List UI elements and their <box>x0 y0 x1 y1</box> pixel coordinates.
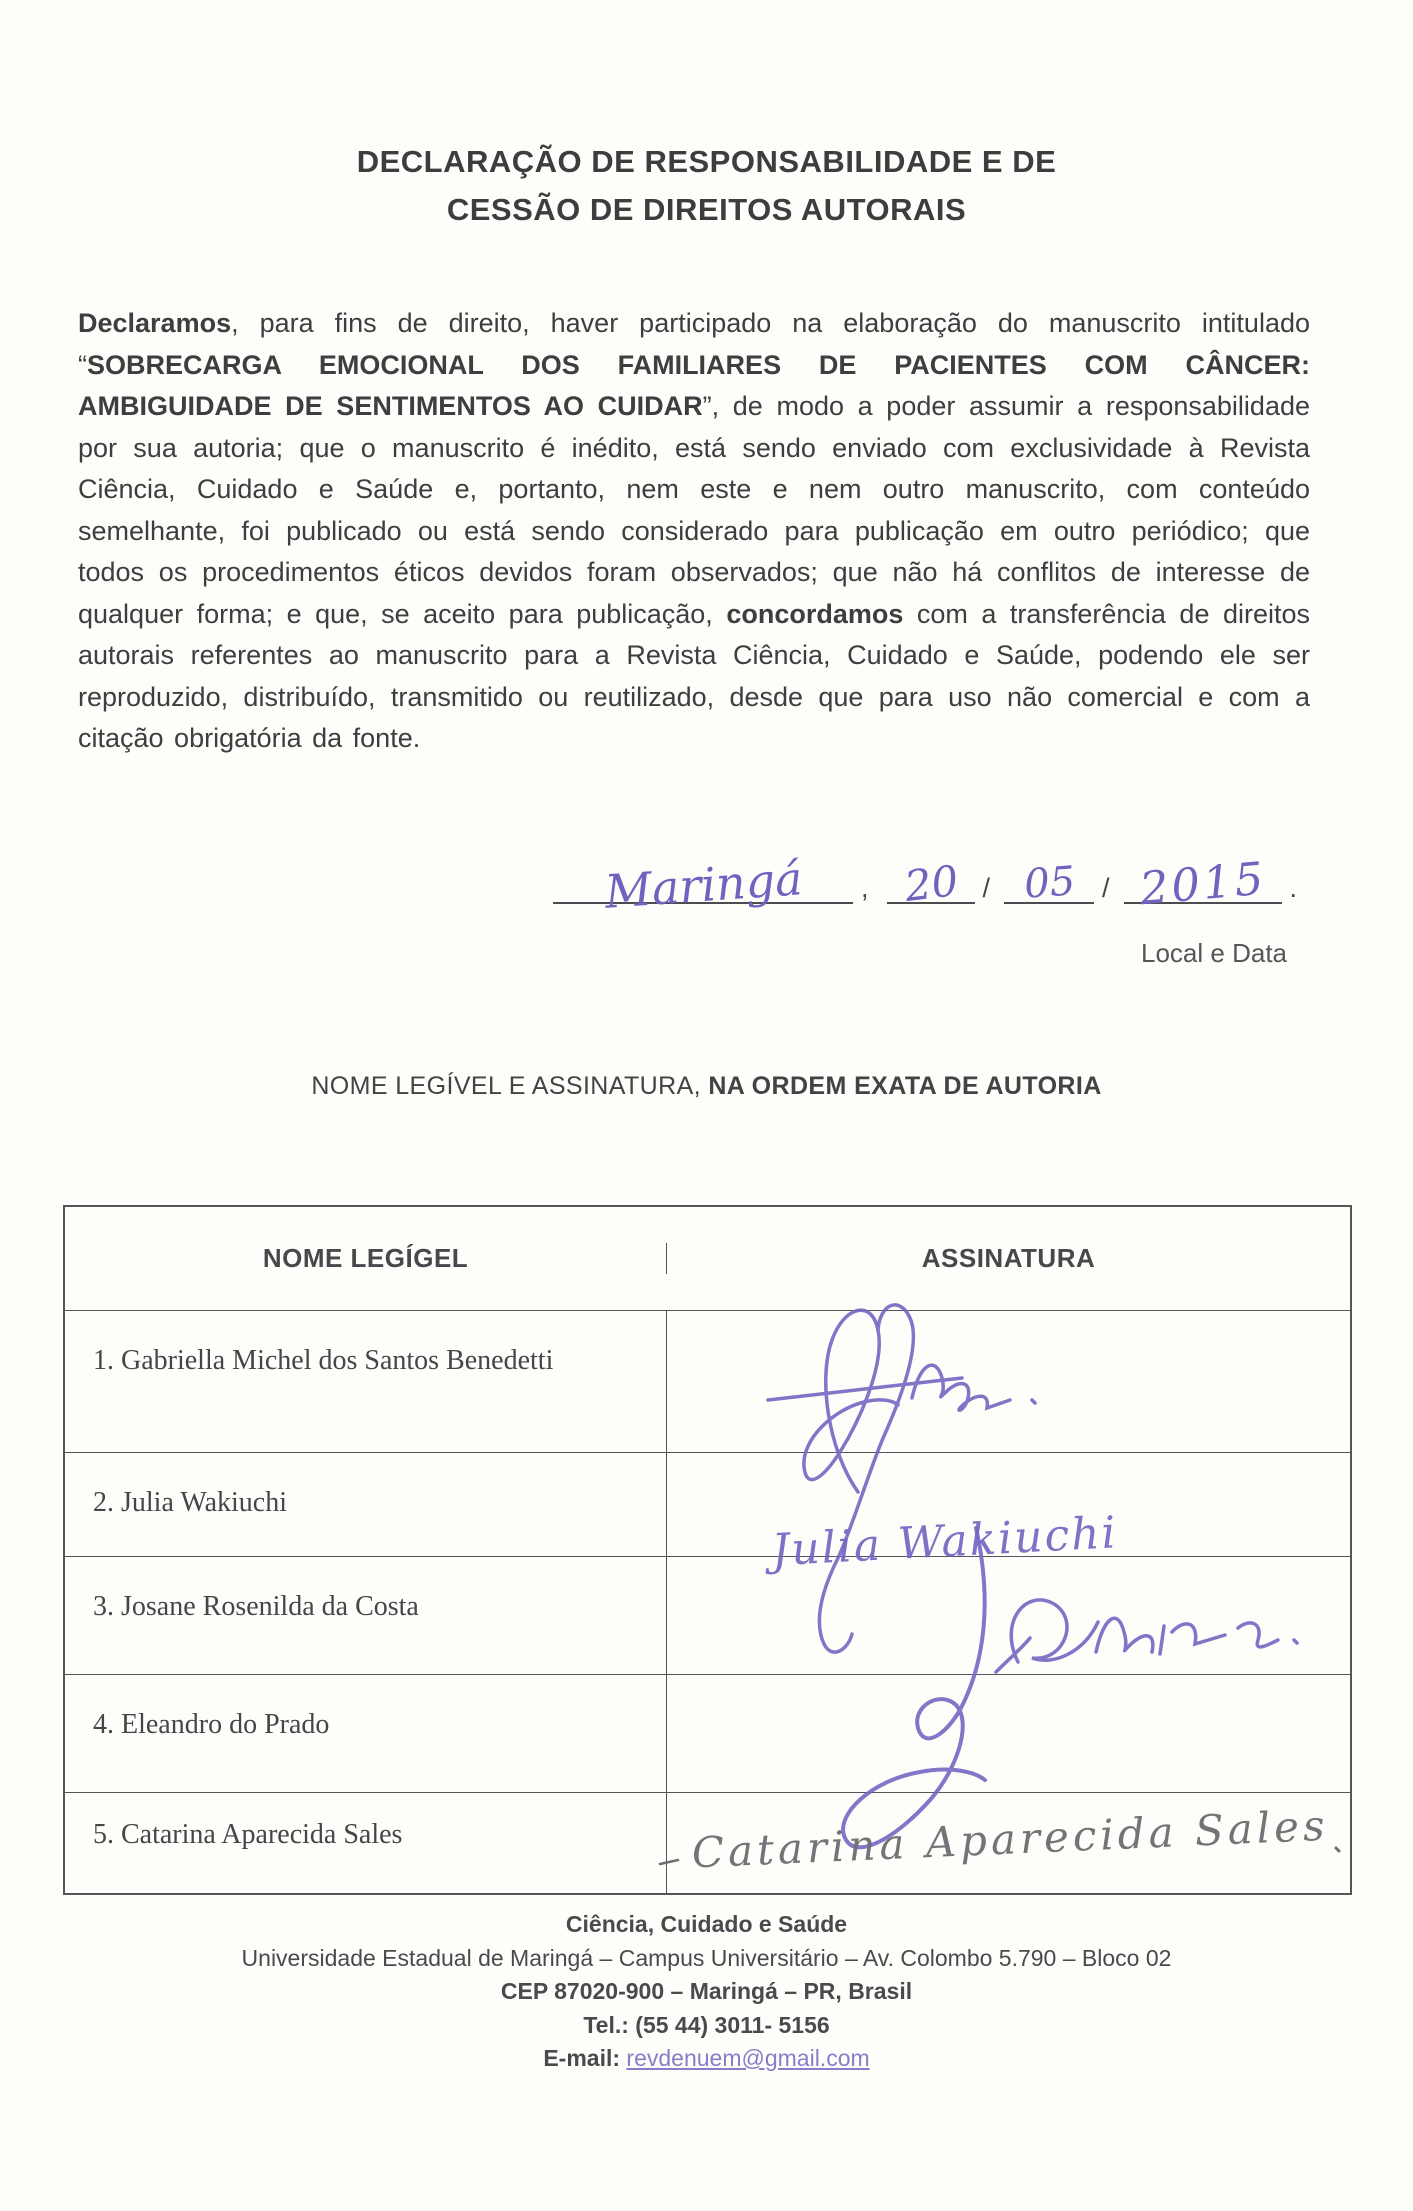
declaration-paragraph <box>78 303 1310 760</box>
author-name: 4. Eleandro do Prado <box>93 1709 330 1740</box>
table-row <box>65 1792 1350 1893</box>
author-name: 3. Josane Rosenilda da Costa <box>93 1591 419 1622</box>
year-blank <box>1124 848 1282 916</box>
signature-cell <box>667 1557 1350 1674</box>
month-blank <box>1004 848 1094 908</box>
signature-section-heading <box>0 1072 1413 1101</box>
title-line-2: CESSÃO DE DIREITOS AUTORAIS <box>446 192 967 227</box>
heading-normal-part: NOME LEGÍVEL E ASSINATURA, <box>311 1072 709 1100</box>
email-link: revdenuem@gmail.com <box>626 2045 870 2071</box>
paragraph-segment: Declaramos <box>78 308 232 338</box>
column-header-signature: ASSINATURA <box>921 1243 1096 1273</box>
signature-cell <box>667 1793 1350 1893</box>
comma-separator: , <box>861 873 869 903</box>
author-name: 5. Catarina Aparecida Sales <box>93 1819 403 1850</box>
authors-signature-table <box>63 1205 1352 1895</box>
paragraph-segment: , para fins de direito, haver participado na elaboração do manuscrito intitulado “ <box>78 308 1310 380</box>
place-and-date-line <box>553 848 1301 919</box>
paragraph-segment: ”, de modo a poder assumir a responsabilidade por sua autoria; que o manuscrito é inédito, está sendo enviado com exclusividade à Revista Ciência, Cuidado e Saúde e, portanto, nem este e nem outro manuscrito, com conteúdo semelhante, foi publicado ou está sendo considerado para publicação em outro periódico; que todos os procedimentos éticos devidos foram observados; que não há conflitos de interesse de qualquer forma; e que, se aceito para publicação, <box>78 391 1310 629</box>
journal-name: Ciência, Cuidado e Saúde <box>565 1911 848 1937</box>
slash-separator: / <box>982 873 991 903</box>
day-blank <box>887 848 975 912</box>
paragraph-segment: com a transferência de direitos autorais referentes ao manuscrito para a Revista Ciência, Cuidado e Saúde, podendo ele ser reproduzido, distribuído, transmitido ou reutilizado, desde que para uso não comercial e com a citação obrigatória da fonte. <box>78 598 1310 753</box>
paragraph-segment: concordamos <box>726 598 904 629</box>
handwritten-year: 2015 <box>1137 851 1269 916</box>
journal-cep: CEP 87020-900 – Maringá – PR, Brasil <box>500 1978 913 2004</box>
signature-cell <box>667 1675 1350 1792</box>
table-row <box>65 1452 1350 1556</box>
signature-text: Catarina Aparecida Sales <box>690 1800 1330 1878</box>
place-blank <box>553 848 853 919</box>
signature-cell <box>667 1453 1350 1556</box>
table-row <box>65 1674 1350 1792</box>
manuscript-title-segment: SOBRECARGA EMOCIONAL DOS FAMILIARES DE PACIENTES COM CÂNCER: AMBIGUIDADE DE SENTIMENTOS AO CUIDAR <box>78 349 1310 421</box>
heading-bold-part: NA ORDEM EXATA DE AUTORIA <box>708 1072 1102 1100</box>
signature-cell <box>667 1311 1350 1452</box>
handwritten-month: 05 <box>1022 858 1077 908</box>
table-row <box>65 1556 1350 1674</box>
slash-separator: / <box>1102 873 1110 903</box>
journal-email-line <box>0 2042 1413 2076</box>
period-separator: . <box>1289 873 1298 903</box>
handwritten-day: 20 <box>901 855 961 912</box>
table-header-row <box>65 1207 1350 1310</box>
table-row <box>65 1310 1350 1452</box>
journal-phone: Tel.: (55 44) 3011- 5156 <box>583 2011 830 2038</box>
title-line-1: DECLARAÇÃO DE RESPONSABILIDADE E DE <box>356 144 1057 179</box>
local-e-data-label: Local e Data <box>1141 938 1287 968</box>
journal-address: Universidade Estadual de Maringá – Campus Universitário – Av. Colombo 5.790 – Bloco 02 <box>241 1944 1172 1971</box>
email-label: E-mail: <box>543 2045 627 2071</box>
author-name: 2. Julia Wakiuchi <box>93 1487 287 1518</box>
author-name: 1. Gabriella Michel dos Santos Benedetti <box>93 1345 554 1376</box>
signature-text: Julia Wakiuchi <box>770 1507 1119 1577</box>
handwritten-city: Maringá <box>603 851 805 919</box>
journal-footer <box>0 1908 1413 2076</box>
column-header-name: NOME LEGÍGEL <box>65 1243 667 1274</box>
document-title <box>0 138 1413 234</box>
